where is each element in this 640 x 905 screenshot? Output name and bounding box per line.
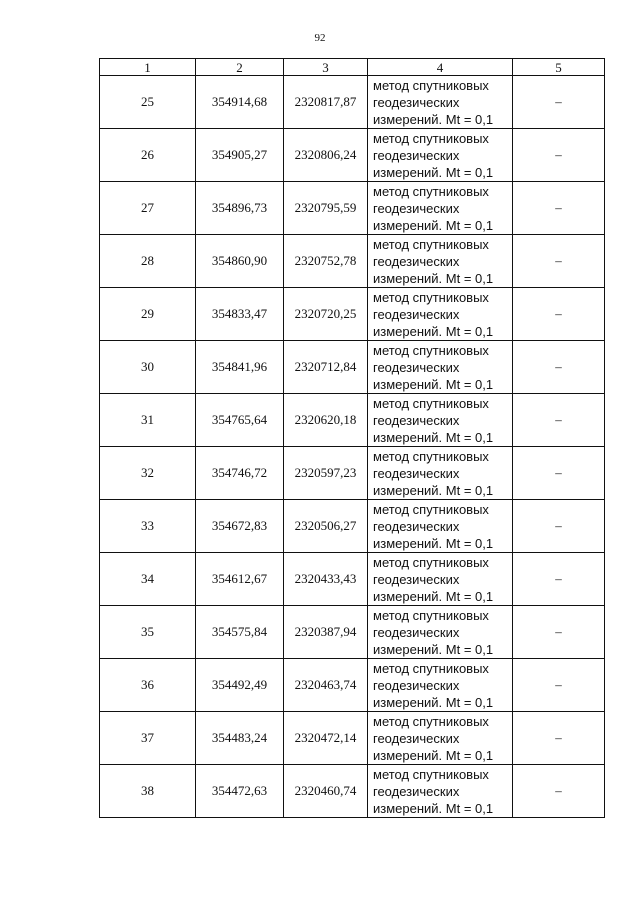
point-number: 29	[100, 288, 196, 341]
method-line-3: измерений. Mt = 0,1	[373, 482, 494, 498]
coordinate-x: 354472,63	[196, 765, 284, 818]
coordinate-y: 2320712,84	[284, 341, 368, 394]
method-line-3: измерений. Mt = 0,1	[373, 164, 494, 180]
method-line-1: метод спутниковых	[373, 501, 489, 517]
determination-method	[368, 712, 513, 765]
method-line-2: геодезических	[373, 518, 460, 534]
method-line-3: измерений. Mt = 0,1	[373, 111, 494, 127]
coordinate-x: 354896,73	[196, 182, 284, 235]
method-line-1: метод спутниковых	[373, 130, 489, 146]
determination-method	[368, 129, 513, 182]
point-number: 31	[100, 394, 196, 447]
column-header-2: 2	[196, 59, 284, 76]
coordinate-y: 2320463,74	[284, 659, 368, 712]
coordinate-y: 2320433,43	[284, 553, 368, 606]
point-number: 25	[100, 76, 196, 129]
table-row	[100, 606, 605, 659]
column-header-4: 4	[368, 59, 513, 76]
note-cell: –	[513, 712, 605, 765]
method-line-1: метод спутниковых	[373, 607, 489, 623]
coordinate-x: 354905,27	[196, 129, 284, 182]
coordinate-x: 354612,67	[196, 553, 284, 606]
method-line-3: измерений. Mt = 0,1	[373, 270, 494, 286]
method-line-1: метод спутниковых	[373, 236, 489, 252]
note-cell: –	[513, 235, 605, 288]
point-number: 27	[100, 182, 196, 235]
method-line-2: геодезических	[373, 677, 460, 693]
determination-method	[368, 553, 513, 606]
method-line-3: измерений. Mt = 0,1	[373, 376, 494, 392]
note-cell: –	[513, 765, 605, 818]
method-line-2: геодезических	[373, 359, 460, 375]
method-line-3: измерений. Mt = 0,1	[373, 747, 494, 763]
method-line-3: измерений. Mt = 0,1	[373, 429, 494, 445]
note-cell: –	[513, 500, 605, 553]
method-line-3: измерений. Mt = 0,1	[373, 217, 494, 233]
coordinate-y: 2320752,78	[284, 235, 368, 288]
method-line-1: метод спутниковых	[373, 766, 489, 782]
coordinate-x: 354483,24	[196, 712, 284, 765]
coordinate-y: 2320620,18	[284, 394, 368, 447]
coordinate-x: 354492,49	[196, 659, 284, 712]
table-row	[100, 659, 605, 712]
coordinate-y: 2320597,23	[284, 447, 368, 500]
coordinate-x: 354672,83	[196, 500, 284, 553]
method-line-1: метод спутниковых	[373, 448, 489, 464]
note-cell: –	[513, 394, 605, 447]
method-line-2: геодезических	[373, 306, 460, 322]
method-line-2: геодезических	[373, 571, 460, 587]
note-cell: –	[513, 659, 605, 712]
table-row	[100, 447, 605, 500]
table-row	[100, 182, 605, 235]
determination-method	[368, 341, 513, 394]
method-line-1: метод спутниковых	[373, 183, 489, 199]
determination-method	[368, 76, 513, 129]
determination-method	[368, 500, 513, 553]
coordinate-y: 2320387,94	[284, 606, 368, 659]
method-line-1: метод спутниковых	[373, 342, 489, 358]
table-row	[100, 765, 605, 818]
determination-method	[368, 394, 513, 447]
table-row	[100, 553, 605, 606]
method-line-1: метод спутниковых	[373, 713, 489, 729]
coordinate-y: 2320795,59	[284, 182, 368, 235]
method-line-2: геодезических	[373, 94, 460, 110]
coordinate-x: 354833,47	[196, 288, 284, 341]
coordinate-y: 2320817,87	[284, 76, 368, 129]
determination-method	[368, 606, 513, 659]
method-line-3: измерений. Mt = 0,1	[373, 694, 494, 710]
method-line-1: метод спутниковых	[373, 554, 489, 570]
method-line-2: геодезических	[373, 624, 460, 640]
method-line-2: геодезических	[373, 465, 460, 481]
method-line-3: измерений. Mt = 0,1	[373, 588, 494, 604]
method-line-1: метод спутниковых	[373, 660, 489, 676]
determination-method	[368, 447, 513, 500]
note-cell: –	[513, 606, 605, 659]
method-line-2: геодезических	[373, 253, 460, 269]
note-cell: –	[513, 288, 605, 341]
coordinate-y: 2320506,27	[284, 500, 368, 553]
coordinate-y: 2320720,25	[284, 288, 368, 341]
coordinate-x: 354841,96	[196, 341, 284, 394]
table-row	[100, 235, 605, 288]
coordinate-x: 354746,72	[196, 447, 284, 500]
coordinate-y: 2320806,24	[284, 129, 368, 182]
page-number: 92	[314, 32, 326, 44]
determination-method	[368, 235, 513, 288]
note-cell: –	[513, 129, 605, 182]
method-line-2: геодезических	[373, 412, 460, 428]
determination-method	[368, 288, 513, 341]
column-header-3: 3	[284, 59, 368, 76]
table-row	[100, 394, 605, 447]
coordinate-x: 354765,64	[196, 394, 284, 447]
point-number: 37	[100, 712, 196, 765]
table-row	[100, 76, 605, 129]
note-cell: –	[513, 553, 605, 606]
coordinates-table	[99, 58, 605, 818]
table-row	[100, 288, 605, 341]
method-line-3: измерений. Mt = 0,1	[373, 535, 494, 551]
coordinate-x: 354575,84	[196, 606, 284, 659]
point-number: 34	[100, 553, 196, 606]
method-line-3: измерений. Mt = 0,1	[373, 800, 494, 816]
note-cell: –	[513, 76, 605, 129]
note-cell: –	[513, 341, 605, 394]
table-row	[100, 129, 605, 182]
method-line-2: геодезических	[373, 783, 460, 799]
coordinate-x: 354860,90	[196, 235, 284, 288]
point-number: 26	[100, 129, 196, 182]
method-line-1: метод спутниковых	[373, 395, 489, 411]
method-line-2: геодезических	[373, 147, 460, 163]
point-number: 33	[100, 500, 196, 553]
determination-method	[368, 659, 513, 712]
table-row	[100, 712, 605, 765]
note-cell: –	[513, 447, 605, 500]
point-number: 35	[100, 606, 196, 659]
table-row	[100, 500, 605, 553]
column-header-1: 1	[100, 59, 196, 76]
table-row	[100, 341, 605, 394]
point-number: 28	[100, 235, 196, 288]
point-number: 36	[100, 659, 196, 712]
method-line-1: метод спутниковых	[373, 77, 489, 93]
point-number: 30	[100, 341, 196, 394]
point-number: 38	[100, 765, 196, 818]
table-header-row	[100, 59, 605, 76]
method-line-3: измерений. Mt = 0,1	[373, 641, 494, 657]
coordinate-y: 2320460,74	[284, 765, 368, 818]
determination-method	[368, 765, 513, 818]
method-line-2: геодезических	[373, 200, 460, 216]
method-line-2: геодезических	[373, 730, 460, 746]
method-line-3: измерений. Mt = 0,1	[373, 323, 494, 339]
column-header-5: 5	[513, 59, 605, 76]
coordinate-x: 354914,68	[196, 76, 284, 129]
coordinate-y: 2320472,14	[284, 712, 368, 765]
note-cell: –	[513, 182, 605, 235]
point-number: 32	[100, 447, 196, 500]
determination-method	[368, 182, 513, 235]
method-line-1: метод спутниковых	[373, 289, 489, 305]
